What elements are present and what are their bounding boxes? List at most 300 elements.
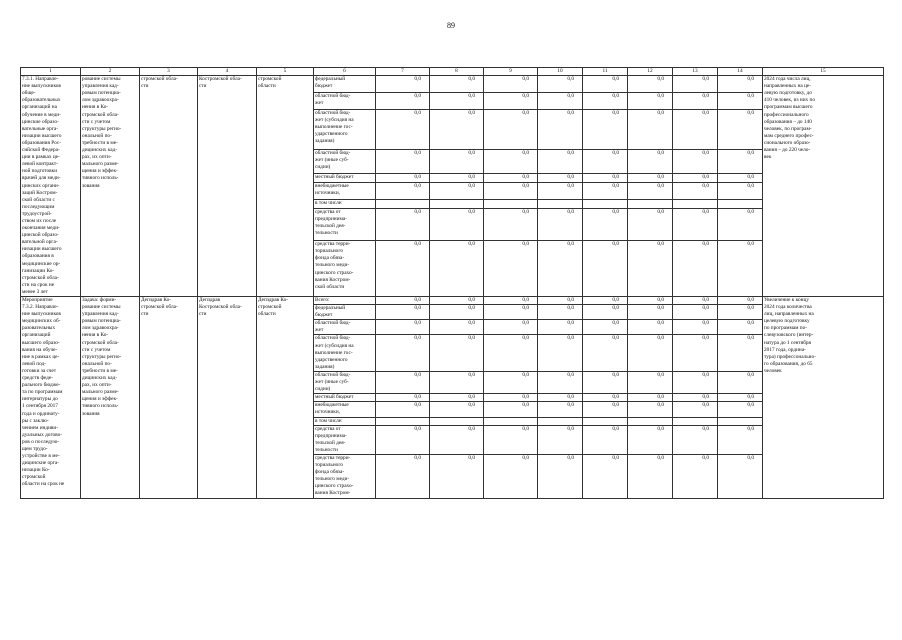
block2-col2-cell-line: ровым потенциа- — [82, 318, 121, 325]
block2-col2-cell-line: зования — [82, 410, 100, 417]
funding-source-cell-line: тельской дея- — [315, 439, 346, 446]
value-cell: 0,0 — [583, 305, 628, 320]
funding-source-cell-line: предпринима- — [315, 432, 347, 439]
value-cell: 0,0 — [673, 371, 718, 393]
block1-result-cell-line: человек, по програм- — [764, 125, 812, 132]
funding-source-cell-line: внебюджетные — [315, 402, 349, 409]
block1-col2-cell-line: нения в Ко- — [82, 104, 109, 111]
funding-source-cell — [314, 149, 376, 174]
value-cell: 0,0 — [673, 335, 718, 371]
block2-col1-cell-line: года и ординату- — [22, 410, 60, 417]
value-cell: 0,0 — [430, 208, 484, 240]
block1-col2-cell — [81, 76, 140, 297]
value-cell: 0,0 — [484, 241, 538, 297]
block2-result-cell-line: человек — [764, 367, 782, 374]
value-cell — [628, 199, 673, 208]
block2-col2-cell-line: стромской обла- — [82, 339, 119, 346]
block2-col1-cell-line: щем трудо- — [22, 445, 48, 452]
block1-col1-cell-line: обще- — [22, 90, 36, 97]
funding-source-cell-line: тельности — [315, 230, 338, 237]
block1-col4-cell — [198, 76, 257, 297]
block1-col1-cell-line: ской области с — [22, 196, 55, 203]
block2-col2-cell-line: тивного исполь- — [82, 403, 119, 410]
block2-col5-cell — [257, 297, 314, 499]
block1-result-cell-line: мам среднего профес- — [764, 132, 814, 139]
block1-col3-cell — [140, 76, 198, 297]
value-cell — [538, 417, 583, 425]
block1-col2-cell-line: структуры регио- — [82, 125, 122, 132]
value-cell: 0,0 — [376, 305, 430, 320]
block1-col1-cell — [21, 76, 81, 297]
value-cell: 0,0 — [718, 320, 763, 335]
funding-source-cell-line: задания) — [315, 363, 335, 370]
value-cell: 0,0 — [673, 241, 718, 297]
value-cell: 0,0 — [430, 305, 484, 320]
value-cell — [583, 417, 628, 425]
block1-col1-cell-line: цинские образо- — [22, 118, 59, 125]
block2-col1-cell-line: устройстве в ме- — [22, 453, 60, 460]
value-cell: 0,0 — [484, 149, 538, 174]
block1-col3-cell-line: сти — [141, 83, 149, 90]
value-cell: 0,0 — [484, 371, 538, 393]
value-cell: 0,0 — [628, 109, 673, 149]
value-cell: 0,0 — [538, 76, 583, 93]
value-cell: 0,0 — [376, 149, 430, 174]
value-cell — [583, 199, 628, 208]
value-cell — [628, 417, 673, 425]
header-cell: 8 — [430, 68, 484, 76]
value-cell: 0,0 — [538, 109, 583, 149]
value-cell: 0,0 — [430, 92, 484, 109]
funding-source-cell-line: жет (субсидия на — [315, 116, 354, 123]
value-cell — [538, 199, 583, 208]
funding-source-cell-line: цинского страхо- — [315, 269, 354, 276]
value-cell: 0,0 — [376, 174, 430, 183]
block1-col1-cell-line: трудоустрой- — [22, 210, 52, 217]
block2-col1-cell-line: готовки за счет — [22, 367, 57, 374]
block1-result-cell-line: век — [764, 154, 772, 161]
value-cell: 0,0 — [628, 92, 673, 109]
value-cell: 0,0 — [628, 402, 673, 417]
block1-col1-cell-line: образования в — [22, 253, 54, 260]
funding-source-cell-line: жет — [315, 327, 324, 334]
block1-col1-cell-line: сти на срок не — [22, 281, 55, 288]
funding-source-cell — [314, 425, 376, 454]
funding-source-cell — [314, 92, 376, 109]
block2-col2-cell-line: Задача: форми- — [82, 297, 117, 303]
block1-col1-cell-line: последующим — [22, 203, 55, 210]
block1-col2-cell-line: сти с учетом — [82, 118, 111, 125]
funding-source-cell-line: сидии) — [315, 386, 331, 393]
block2-col5-cell-line: стромской — [258, 304, 282, 311]
block2-col1-cell-line: дицинские орга- — [22, 460, 60, 467]
value-cell: 0,0 — [430, 174, 484, 183]
block2-result-cell-line: натура до 1 сентября — [764, 339, 811, 346]
value-cell — [484, 199, 538, 208]
header-cell: 12 — [628, 68, 673, 76]
block2-col4-cell-line: сти — [199, 311, 207, 318]
value-cell: 0,0 — [718, 371, 763, 393]
value-cell: 0,0 — [376, 76, 430, 93]
block1-col2-cell-line: требности в ме- — [82, 139, 118, 146]
value-cell: 0,0 — [376, 92, 430, 109]
funding-source-cell-line: местный бюджет — [315, 394, 354, 401]
funding-source-cell-line: тельного меди- — [315, 262, 350, 269]
header-cell: 5 — [257, 68, 314, 76]
value-cell — [673, 417, 718, 425]
funding-source-cell-line: цинского страхо- — [315, 483, 354, 490]
funding-source-cell — [314, 297, 376, 305]
value-cell — [718, 199, 763, 208]
block1-result-cell-line: сионального образо- — [764, 139, 811, 146]
block1-col1-cell-line: ние выпускников — [22, 83, 61, 90]
funding-source-cell-line: сидии) — [315, 163, 331, 170]
value-cell: 0,0 — [673, 174, 718, 183]
block1-col1-cell-line: вательной орга- — [22, 239, 58, 246]
value-cell: 0,0 — [718, 402, 763, 417]
value-cell: 0,0 — [718, 149, 763, 174]
block2-col5-cell-line: Депздрав Ко- — [258, 297, 289, 303]
block2-col2-cell-line: мального разме- — [82, 389, 119, 396]
block2-result-cell-line: 2024 года количества — [764, 304, 812, 311]
value-cell: 0,0 — [718, 394, 763, 402]
block1-col2-cell-line: рах, их опти- — [82, 154, 112, 161]
block1-col1-cell-line: ством их после — [22, 217, 57, 224]
header-cell: 1 — [21, 68, 81, 76]
block1-col1-cell-line: низации высшего — [22, 246, 62, 253]
block1-col2-cell-line: стромской обла- — [82, 111, 119, 118]
value-cell: 0,0 — [583, 320, 628, 335]
value-cell: 0,0 — [583, 402, 628, 417]
value-cell: 0,0 — [628, 149, 673, 174]
funding-source-cell-line: тельного меди- — [315, 476, 350, 483]
block2-result-cell-line: 2017 года, ордина- — [764, 346, 806, 353]
funding-source-cell — [314, 335, 376, 371]
block2-col3-cell-line: стромской обла- — [141, 304, 178, 311]
funding-source-cell-line: жет (иные суб- — [315, 156, 349, 163]
value-cell: 0,0 — [718, 305, 763, 320]
value-cell: 0,0 — [628, 297, 673, 305]
block2-col1-cell-line: разовательных — [22, 325, 56, 332]
block2-col1-cell-line: Мероприятие — [22, 297, 53, 303]
value-cell: 0,0 — [628, 320, 673, 335]
value-cell: 0,0 — [718, 92, 763, 109]
block1-result-cell-line: 410 человек, из них по — [764, 97, 815, 104]
value-cell: 0,0 — [538, 149, 583, 174]
block2-col1-cell-line: та по программам — [22, 389, 63, 396]
value-cell — [484, 417, 538, 425]
block1-col1-cell-line: обучение в меди- — [22, 111, 61, 118]
block2-result-cell-line: по программам по- — [764, 325, 808, 332]
funding-source-cell-line: бюджет — [315, 312, 333, 319]
value-cell: 0,0 — [628, 305, 673, 320]
funding-source-cell — [314, 371, 376, 393]
value-cell: 0,0 — [673, 394, 718, 402]
value-cell: 0,0 — [538, 305, 583, 320]
funding-source-cell-line: ударственного — [315, 356, 348, 363]
value-cell: 0,0 — [430, 394, 484, 402]
value-cell: 0,0 — [718, 183, 763, 200]
block2-result-cell-line: лиц, направленных на — [764, 311, 814, 318]
funding-source-cell-line: областной бюд- — [315, 149, 351, 156]
block2-col1-cell-line: средств феде- — [22, 375, 53, 382]
block1-col1-cell-line: ганизации Ко- — [22, 267, 55, 274]
value-cell: 0,0 — [484, 297, 538, 305]
value-cell: 0,0 — [484, 92, 538, 109]
funding-source-cell — [314, 174, 376, 183]
value-cell: 0,0 — [583, 371, 628, 393]
funding-source-cell-line: средства от — [315, 208, 341, 215]
funding-source-cell-line: внебюджетные — [315, 183, 349, 190]
block2-col1-cell-line: 1 сентября 2017 — [22, 403, 58, 410]
value-cell: 0,0 — [718, 208, 763, 240]
block2-result-cell-line: го образования, до 65 — [764, 360, 813, 367]
header-cell: 11 — [583, 68, 628, 76]
funding-source-cell-line: областной бюд- — [315, 371, 351, 378]
block1-col2-cell-line: ровым потенциа- — [82, 90, 121, 97]
funding-source-cell — [314, 208, 376, 240]
value-cell: 0,0 — [583, 394, 628, 402]
value-cell: 0,0 — [376, 109, 430, 149]
value-cell — [430, 417, 484, 425]
value-cell: 0,0 — [673, 320, 718, 335]
block1-col4-cell-line: сти — [199, 83, 207, 90]
block1-col2-cell-line: зования — [82, 182, 100, 189]
funding-source-cell — [314, 199, 376, 208]
value-cell: 0,0 — [376, 208, 430, 240]
block2-col3-cell-line: сти — [141, 311, 149, 318]
block1-col1-cell-line: ции в рамках це- — [22, 154, 60, 161]
value-cell: 0,0 — [673, 183, 718, 200]
block2-col1-cell-line: низации Ко- — [22, 467, 50, 474]
value-cell: 0,0 — [718, 174, 763, 183]
block1-col2-cell-line: тивного исполь- — [82, 175, 119, 182]
value-cell: 0,0 — [718, 109, 763, 149]
block2-col1-cell — [21, 297, 81, 499]
block1-col1-cell-line: образовательных — [22, 97, 61, 104]
value-cell — [376, 199, 430, 208]
block1-col1-cell-line: ной подготовки — [22, 168, 58, 175]
value-cell: 0,0 — [430, 297, 484, 305]
value-cell: 0,0 — [718, 335, 763, 371]
funding-source-cell-line: ской области — [315, 283, 345, 290]
block1-result-cell-line: образования – до 140 — [764, 118, 812, 125]
value-cell: 0,0 — [484, 425, 538, 454]
funding-source-cell — [314, 109, 376, 149]
block1-col1-cell-line: окончания меди- — [22, 225, 60, 232]
value-cell: 0,0 — [583, 208, 628, 240]
value-cell: 0,0 — [718, 454, 763, 498]
block2-col2-cell-line: дицинских кад- — [82, 375, 118, 382]
block1-col5-cell-line: области — [258, 83, 276, 90]
value-cell: 0,0 — [583, 76, 628, 93]
funding-source-cell-line: местный бюджет — [315, 174, 354, 181]
block2-col3-cell-line: Депздрав Ко- — [141, 297, 172, 303]
value-cell: 0,0 — [583, 174, 628, 183]
value-cell: 0,0 — [583, 92, 628, 109]
value-cell: 0,0 — [583, 149, 628, 174]
value-cell: 0,0 — [376, 425, 430, 454]
value-cell: 0,0 — [673, 92, 718, 109]
block2-col1-cell-line: интернатуры до — [22, 396, 58, 403]
value-cell: 0,0 — [484, 402, 538, 417]
value-cell: 0,0 — [376, 183, 430, 200]
value-cell: 0,0 — [430, 241, 484, 297]
block1-col1-cell-line: левой контракт- — [22, 161, 59, 168]
block1-col1-cell-line: цинской образо- — [22, 232, 59, 239]
funding-source-cell-line: в том числе: — [315, 417, 343, 424]
funding-source-cell — [314, 417, 376, 425]
block2-col4-cell-line: Депздрав — [199, 297, 221, 303]
block1-result-cell-line: 2024 года числа лиц, — [764, 76, 811, 83]
header-cell: 6 — [314, 68, 376, 76]
value-cell: 0,0 — [538, 241, 583, 297]
block2-col2-cell-line: нения в Ко- — [82, 332, 109, 339]
block2-result-cell-line: Увеличение к концу — [764, 297, 809, 303]
block2-col1-cell-line: ние в рамках це- — [22, 353, 60, 360]
funding-source-cell-line: федеральный — [315, 76, 346, 83]
value-cell: 0,0 — [538, 402, 583, 417]
block1-col2-cell-line: рование системы — [82, 76, 121, 83]
value-cell: 0,0 — [583, 425, 628, 454]
block2-col2-cell-line: щения и эффек- — [82, 396, 118, 403]
value-cell: 0,0 — [628, 371, 673, 393]
value-cell: 0,0 — [628, 208, 673, 240]
value-cell: 0,0 — [538, 371, 583, 393]
funding-source-cell — [314, 454, 376, 498]
block2-col1-cell-line: ров о последую- — [22, 438, 60, 445]
value-cell: 0,0 — [583, 454, 628, 498]
block2-col1-cell-line: области на срок не — [22, 481, 65, 488]
block1-col1-cell-line: образования Рос- — [22, 139, 61, 146]
value-cell: 0,0 — [538, 320, 583, 335]
block2-col2-cell-line: управления кад- — [82, 311, 119, 318]
value-cell: 0,0 — [673, 402, 718, 417]
value-cell — [718, 417, 763, 425]
value-cell: 0,0 — [376, 297, 430, 305]
funding-source-cell-line: предпринима- — [315, 215, 347, 222]
block1-result-cell-line: профессионального — [764, 111, 809, 118]
value-cell: 0,0 — [484, 305, 538, 320]
funding-source-cell-line: выполнение гос- — [315, 349, 353, 356]
funding-source-cell — [314, 402, 376, 417]
value-cell: 0,0 — [376, 241, 430, 297]
block1-result-cell-line: направленных на це- — [764, 83, 812, 90]
value-cell: 0,0 — [484, 335, 538, 371]
funding-source-cell-line: выполнение гос- — [315, 123, 353, 130]
value-cell: 0,0 — [484, 208, 538, 240]
value-cell — [376, 417, 430, 425]
block2-col1-cell-line: высшего образо- — [22, 339, 60, 346]
funding-source-cell-line: жет (субсидия на — [315, 342, 354, 349]
table-row — [21, 76, 884, 93]
value-cell: 0,0 — [673, 208, 718, 240]
value-cell — [430, 199, 484, 208]
header-cell: 3 — [140, 68, 198, 76]
value-cell: 0,0 — [673, 149, 718, 174]
funding-source-cell-line: жет — [315, 99, 324, 106]
value-cell: 0,0 — [718, 425, 763, 454]
value-cell: 0,0 — [718, 241, 763, 297]
value-cell: 0,0 — [718, 297, 763, 305]
value-cell: 0,0 — [430, 149, 484, 174]
block1-col2-cell-line: щения и эффек- — [82, 168, 118, 175]
value-cell: 0,0 — [583, 335, 628, 371]
value-cell: 0,0 — [430, 320, 484, 335]
value-cell: 0,0 — [538, 454, 583, 498]
value-cell: 0,0 — [538, 208, 583, 240]
block1-col1-cell-line: вательные орга- — [22, 125, 59, 132]
value-cell: 0,0 — [430, 335, 484, 371]
table-row — [21, 297, 884, 305]
block2-result-cell-line: слевузовского (интер- — [764, 332, 814, 339]
value-cell: 0,0 — [484, 109, 538, 149]
funding-source-cell-line: ториального — [315, 462, 344, 469]
block1-col1-cell-line: цинских органи- — [22, 182, 60, 189]
block1-result-cell-line: левую подготовку, до — [764, 90, 812, 97]
value-cell: 0,0 — [538, 335, 583, 371]
funding-source-cell — [314, 394, 376, 402]
value-cell: 0,0 — [376, 371, 430, 393]
block2-col1-cell-line: 7.3.2. Направле- — [22, 304, 59, 311]
funding-source-cell-line: средства терри- — [315, 454, 351, 461]
value-cell: 0,0 — [376, 320, 430, 335]
value-cell: 0,0 — [628, 76, 673, 93]
block2-col1-cell-line: вания на обуче- — [22, 346, 58, 353]
block1-col2-cell-line: лом здравоохра- — [82, 97, 119, 104]
value-cell: 0,0 — [484, 320, 538, 335]
block1-result-cell — [763, 76, 884, 297]
header-cell: 13 — [673, 68, 718, 76]
block2-col1-cell-line: ние выпускников — [22, 311, 61, 318]
header-cell: 14 — [718, 68, 763, 76]
value-cell: 0,0 — [628, 335, 673, 371]
value-cell: 0,0 — [430, 402, 484, 417]
funding-source-cell-line: вания Костром- — [315, 276, 351, 283]
value-cell: 0,0 — [538, 297, 583, 305]
value-cell: 0,0 — [376, 335, 430, 371]
value-cell: 0,0 — [628, 241, 673, 297]
value-cell: 0,0 — [673, 454, 718, 498]
value-cell: 0,0 — [673, 305, 718, 320]
block1-result-cell-line: программам высшего — [764, 104, 813, 111]
block1-col3-cell-line: стромской обла- — [141, 76, 178, 83]
program-table — [20, 67, 884, 499]
value-cell: 0,0 — [484, 394, 538, 402]
block2-col1-cell-line: ры с заклю- — [22, 417, 49, 424]
value-cell: 0,0 — [628, 394, 673, 402]
block1-col1-cell-line: низации высшего — [22, 132, 62, 139]
value-cell: 0,0 — [484, 454, 538, 498]
header-cell: 7 — [376, 68, 430, 76]
block1-col5-cell — [257, 76, 314, 297]
block2-result-cell-line: целевую подготовку — [764, 318, 810, 325]
block1-col2-cell-line: ональной по- — [82, 132, 112, 139]
value-cell: 0,0 — [628, 425, 673, 454]
block2-col1-cell-line: дуальных догово- — [22, 431, 63, 438]
value-cell: 0,0 — [538, 394, 583, 402]
block2-col1-cell-line: стромской — [22, 474, 46, 481]
funding-source-cell — [314, 76, 376, 93]
block1-col1-cell-line: медицинские ор- — [22, 260, 61, 267]
block2-result-cell-line: тура) профессонально- — [764, 353, 816, 360]
value-cell: 0,0 — [583, 183, 628, 200]
funding-source-cell-line: источники, — [315, 409, 341, 416]
header-cell: 4 — [198, 68, 257, 76]
value-cell: 0,0 — [673, 425, 718, 454]
funding-source-cell-line: ториального — [315, 248, 344, 255]
value-cell: 0,0 — [430, 109, 484, 149]
